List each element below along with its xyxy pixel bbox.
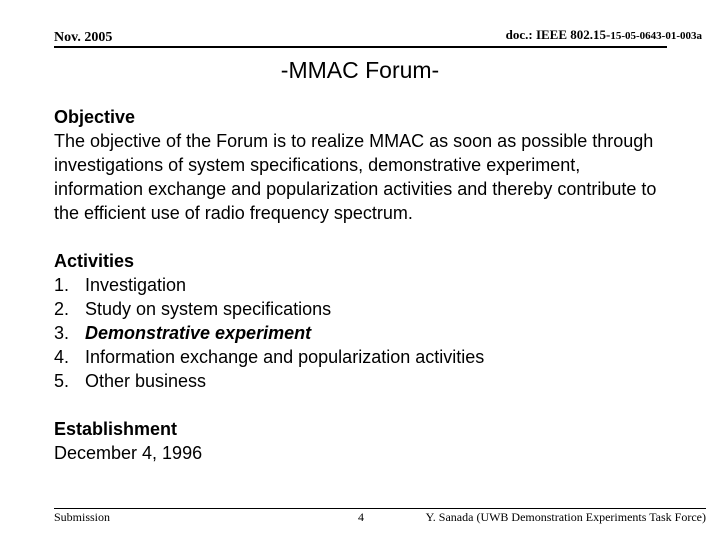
activity-text: Study on system specifications: [85, 299, 332, 319]
activity-text: Investigation: [85, 275, 187, 295]
activity-number: 3.: [54, 323, 70, 343]
activity-item: [54, 345, 674, 369]
slide-title: -MMAC Forum-: [280, 57, 440, 83]
objective-heading: Objective: [54, 107, 136, 127]
activity-item: [54, 297, 674, 321]
page-number: 4: [358, 510, 364, 524]
activity-number: 1.: [54, 275, 70, 295]
footer-divider: [54, 508, 706, 509]
section-spacer: [54, 225, 674, 249]
activity-number: 5.: [54, 371, 70, 391]
activity-item: [54, 273, 674, 297]
document-id-prefix: doc.: IEEE 802.15-: [505, 27, 611, 42]
section-spacer: [54, 393, 674, 417]
activity-number: 2.: [54, 299, 70, 319]
activity-text: Demonstrative experiment: [85, 323, 312, 343]
objective-text: The objective of the Forum is to realize MMAC as soon as possible through investigations of system specifications, demonstrative experiment, information exchange and popularization activities and thereby contribute to the efficient use of radio frequency spectrum.: [54, 131, 657, 223]
establishment-heading: Establishment: [54, 419, 178, 439]
footer-submission: Submission: [54, 510, 111, 524]
document-id: [506, 27, 702, 43]
header-divider: [54, 46, 667, 48]
activity-item-emphasized: [54, 321, 674, 345]
activity-text: Other business: [85, 371, 207, 391]
footer-author: Y. Sanada (UWB Demonstration Experiments Task Force): [425, 510, 706, 524]
establishment-date: December 4, 1996: [54, 443, 203, 463]
header-date: Nov. 2005: [54, 30, 113, 45]
activity-number: 4.: [54, 347, 70, 367]
activity-text: Information exchange and popularization activities: [85, 347, 485, 367]
document-id-suffix: 15-05-0643-01-003a: [610, 30, 702, 42]
slide-body: [54, 105, 674, 465]
activity-item: [54, 369, 674, 393]
activities-heading: Activities: [54, 251, 135, 271]
